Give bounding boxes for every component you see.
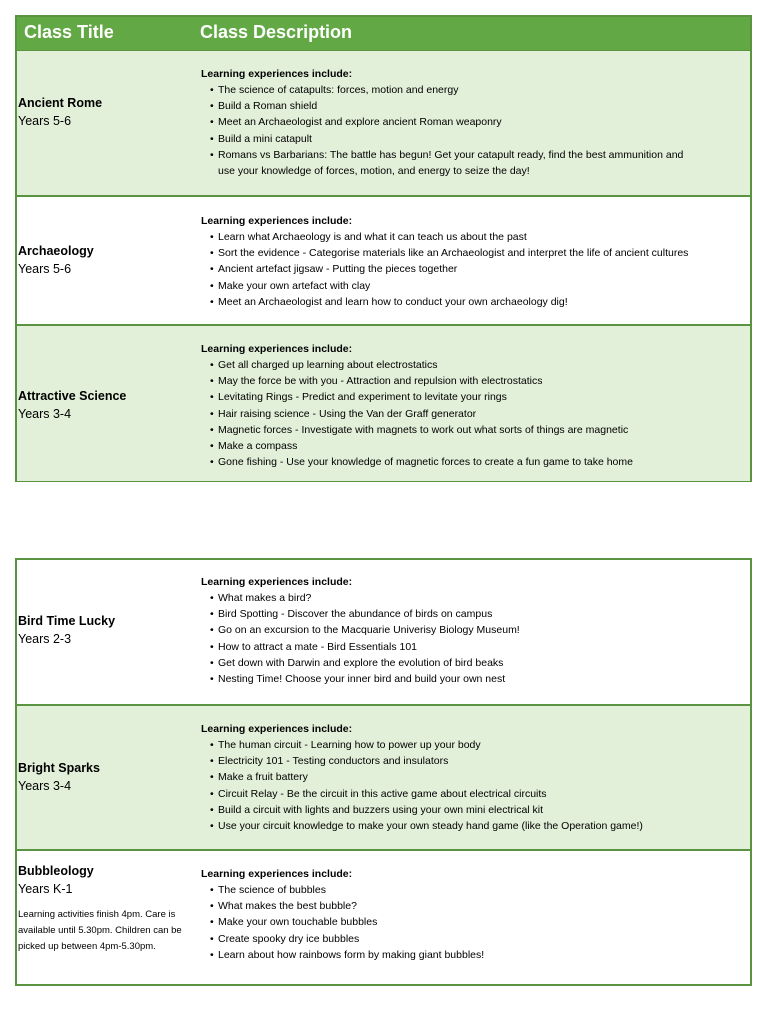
learning-item: • Use your circuit knowledge to make your own steady hand game (like the Operation game!) (201, 818, 744, 834)
learning-heading: Learning experiences include: (201, 868, 353, 880)
learning-list (201, 357, 744, 470)
class-years: Years K-1 (18, 882, 73, 896)
learning-item: • Meet an Archaeologist and learn how to conduct your own archaeology dig! (201, 294, 744, 310)
class-years: Years 2-3 (18, 632, 72, 646)
learning-item: • Meet an Archaeologist and explore ancient Roman weaponry (201, 114, 744, 130)
learning-list (201, 590, 744, 687)
learning-list (201, 229, 744, 310)
class-title-cell (18, 759, 196, 795)
class-row-attractive-science (17, 324, 750, 481)
learning-item: • How to attract a mate - Bird Essentials 101 (201, 639, 744, 655)
learning-heading: Learning experiences include: (201, 68, 353, 80)
learning-list (201, 882, 744, 963)
learning-item: • Build a mini catapult (201, 131, 744, 147)
classes-table-2 (15, 558, 752, 986)
class-description (201, 341, 744, 470)
learning-item: • Get down with Darwin and explore the evolution of bird beaks (201, 655, 744, 671)
class-title: Archaeology (18, 244, 94, 258)
learning-item: • Create spooky dry ice bubbles (201, 931, 744, 947)
class-row-bubbleology (17, 849, 750, 984)
learning-heading: Learning experiences include: (201, 215, 353, 227)
learning-item: • Make a compass (201, 438, 744, 454)
learning-item: • Hair raising science - Using the Van der Graff generator (201, 406, 744, 422)
class-years: Years 5-6 (18, 114, 72, 128)
class-years: Years 3-4 (18, 407, 72, 421)
classes-table-1 (15, 15, 752, 482)
learning-heading: Learning experiences include: (201, 576, 353, 588)
learning-item: • Build a circuit with lights and buzzers using your own mini electrical kit (201, 802, 744, 818)
table-header (17, 17, 750, 51)
class-description (201, 574, 744, 687)
class-title: Attractive Science (18, 389, 127, 403)
class-title: Bubbleology (18, 864, 94, 878)
class-title-cell (18, 862, 196, 955)
class-row-bright-sparks (17, 704, 750, 849)
class-row-ancient-rome (17, 51, 750, 195)
learning-item: • Learn what Archaeology is and what it can teach us about the past (201, 229, 744, 245)
learning-item: • Sort the evidence - Categorise materials like an Archaeologist and interpret the life of ancient cultures (201, 245, 744, 261)
learning-heading: Learning experiences include: (201, 723, 353, 735)
class-description (201, 66, 744, 179)
learning-heading: Learning experiences include: (201, 343, 353, 355)
learning-item: • Learn about how rainbows form by making giant bubbles! (201, 947, 744, 963)
learning-list (201, 82, 744, 179)
class-description (201, 866, 744, 963)
class-title: Bright Sparks (18, 761, 100, 775)
class-description (201, 721, 744, 834)
class-note: Learning activities finish 4pm. Care is available until 5.30pm. Children can be picked up between 4pm-5.30pm. (18, 909, 182, 952)
learning-item: • Build a Roman shield (201, 98, 744, 114)
class-row-bird-time-lucky (17, 560, 750, 704)
learning-item: • Make a fruit battery (201, 769, 744, 785)
learning-item: • Make your own artefact with clay (201, 278, 744, 294)
class-title: Ancient Rome (18, 96, 103, 110)
learning-item: • What makes the best bubble? (201, 898, 744, 914)
learning-item: • Go on an excursion to the Macquarie Univerisy Biology Museum! (201, 622, 744, 638)
learning-item: • What makes a bird? (201, 590, 744, 606)
learning-item: • Romans vs Barbarians: The battle has begun! Get your catapult ready, find the best ammunition and use your knowledge of forces, motion, and energy to seize the day! (201, 147, 688, 179)
learning-item: • The science of bubbles (201, 882, 744, 898)
header-class-description: Class Description (200, 22, 353, 42)
class-row-archaeology (17, 195, 750, 324)
learning-item: • Gone fishing - Use your knowledge of magnetic forces to create a fun game to take home (201, 454, 744, 470)
class-title-cell (18, 612, 196, 648)
learning-item: • Magnetic forces - Investigate with magnets to work out what sorts of things are magnetic (201, 422, 744, 438)
class-title-cell (18, 94, 196, 130)
class-years: Years 3-4 (18, 779, 72, 793)
learning-item: • Get all charged up learning about electrostatics (201, 357, 744, 373)
learning-item: • Levitating Rings - Predict and experiment to levitate your rings (201, 389, 744, 405)
learning-item: • May the force be with you - Attraction and repulsion with electrostatics (201, 373, 744, 389)
learning-item: • Make your own touchable bubbles (201, 914, 744, 930)
learning-item: • Bird Spotting - Discover the abundance of birds on campus (201, 606, 744, 622)
learning-item: • Nesting Time! Choose your inner bird and build your own nest (201, 671, 744, 687)
class-years: Years 5-6 (18, 262, 72, 276)
learning-item: • Electricity 101 - Testing conductors and insulators (201, 753, 744, 769)
learning-item: • The science of catapults: forces, motion and energy (201, 82, 744, 98)
class-title: Bird Time Lucky (18, 614, 116, 628)
class-title-cell (18, 387, 196, 423)
class-title-cell (18, 242, 196, 278)
class-description (201, 213, 744, 310)
learning-item: • Ancient artefact jigsaw - Putting the pieces together (201, 261, 744, 277)
header-class-title: Class Title (24, 22, 114, 42)
learning-item: • The human circuit - Learning how to power up your body (201, 737, 744, 753)
learning-list (201, 737, 744, 834)
learning-item: • Circuit Relay - Be the circuit in this active game about electrical circuits (201, 786, 744, 802)
